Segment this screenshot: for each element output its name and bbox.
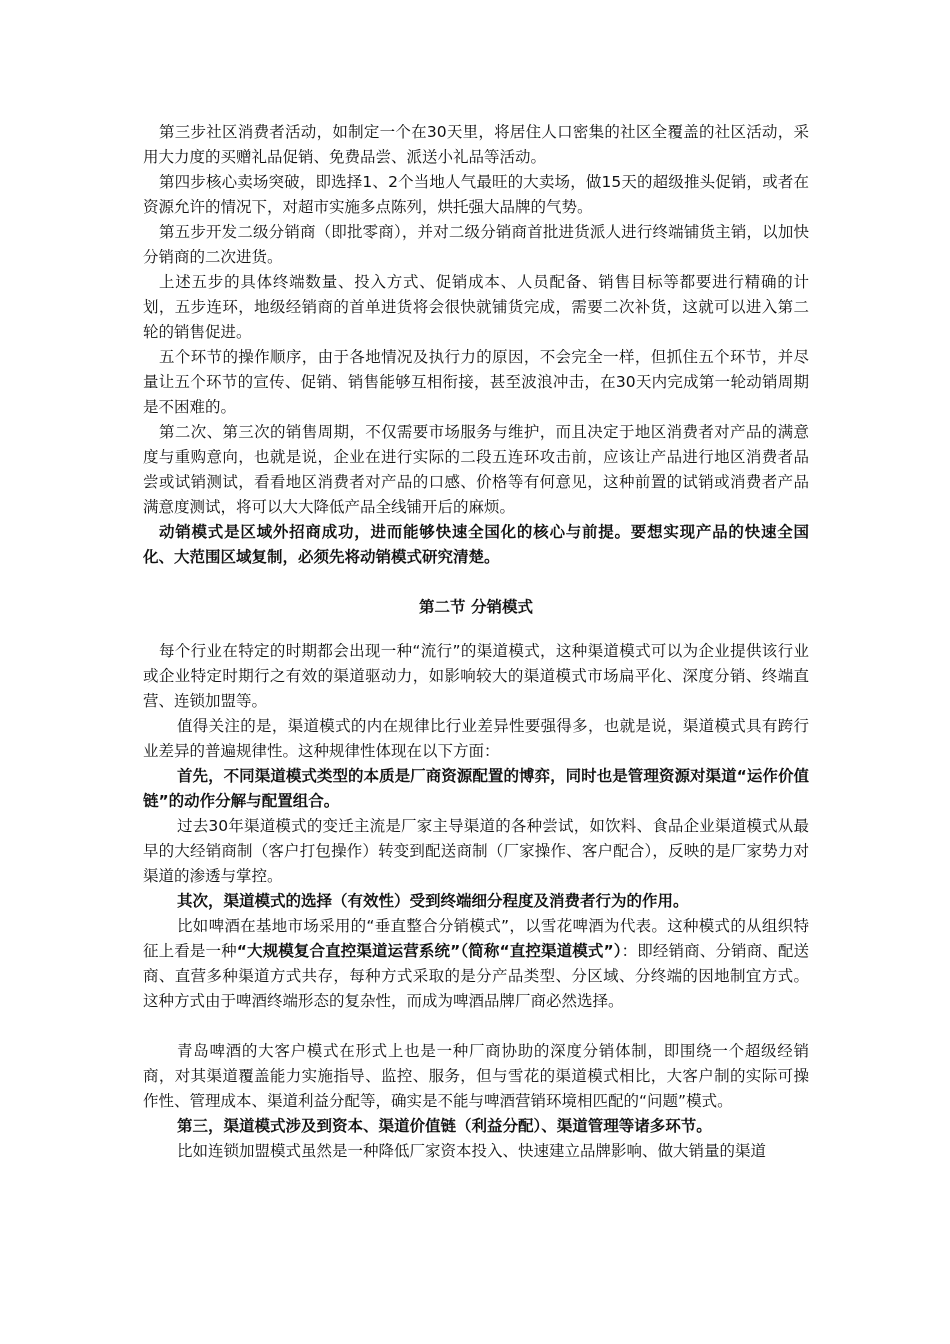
blank-line bbox=[143, 1014, 809, 1039]
paragraph-step4: 第四步核心卖场突破，即选择1、2个当地人气最旺的大卖场，做15天的超级推头促销，或者在资源允许的情况下，对超市实施多点陈列，烘托强大品牌的气势。 bbox=[143, 173, 809, 216]
paragraph-rule: 值得关注的是，渠道模式的内在规律比行业差异性要强得多，也就是说，渠道模式具有跨行业差异的普遍规律性。这种规律性体现在以下方面： bbox=[143, 717, 809, 760]
paragraph-intro: 每个行业在特定的时期都会出现一种“流行”的渠道模式，这种渠道模式可以为企业提供该行业或企业特定时期行之有效的渠道驱动力，如影响较大的渠道模式市场扁平化、深度分销、终端直营、连锁加盟等。 bbox=[143, 642, 809, 710]
paragraph-bold-conclusion: 动销模式是区域外招商成功，进而能够快速全国化的核心与前提。要想实现产品的快速全国化、大范围区域复制，必须先将动销模式研究清楚。 bbox=[143, 523, 809, 566]
paragraph-five-steps: 上述五步的具体终端数量、投入方式、促销成本、人员配备、销售目标等都要进行精确的计划，五步连环，地级经销商的首单进货将会很快就铺货完成，需要二次补货，这就可以进入第二轮的销售促进。 bbox=[143, 273, 809, 341]
paragraph-beer bbox=[143, 914, 809, 1014]
paragraph-bold-first: 首先，不同渠道模式类型的本质是厂商资源配置的博弈，同时也是管理资源对渠道“运作价值链”的动作分解与配置组合。 bbox=[143, 767, 809, 810]
paragraph-past: 过去30年渠道模式的变迁主流是厂家主导渠道的各种尝试，如饮料、食品企业渠道模式从最早的大经销商制（客户打包操作）转变到配送商制（厂家操作、客户配合），反映的是厂家势力对渠道的渗透与掌控。 bbox=[143, 817, 809, 885]
paragraph-step3: 第三步社区消费者活动，如制定一个在30天里，将居住人口密集的社区全覆盖的社区活动，采用大力度的买赠礼品促销、免费品尝、派送小礼品等活动。 bbox=[143, 123, 809, 166]
paragraph-chain: 比如连锁加盟模式虽然是一种降低厂家资本投入、快速建立品牌影响、做大销量的渠道 bbox=[177, 1142, 767, 1160]
beer-text-before: 比如啤酒在基地市场采用的“垂直整合分销模式”，以雪花啤酒为代表。这种模式的从组织特征上看是一种 bbox=[143, 917, 809, 960]
beer-text-bold: “大规模复合直控渠道运营系统”（简称“直控渠道模式”） bbox=[236, 942, 622, 960]
document-page bbox=[143, 120, 809, 1164]
paragraph-step5: 第五步开发二级分销商（即批零商），并对二级分销商首批进货派人进行终端铺货主销，以加快分销商的二次进货。 bbox=[143, 223, 809, 266]
section-heading: 第二节 分销模式 bbox=[419, 598, 533, 616]
beer-text-after: ：即经销商、分销商、配送商、直营多种渠道方式共存，每种方式采取的是分产品类型、分区域、分终端的因地制宜方式。这种方式由于啤酒终端形态的复杂性，而成为啤酒品牌厂商必然选择。 bbox=[143, 942, 809, 1010]
paragraph-bold-third: 第三，渠道模式涉及到资本、渠道价值链（利益分配）、渠道管理等诸多环节。 bbox=[177, 1117, 712, 1135]
paragraph-sales-cycle: 第二次、第三次的销售周期，不仅需要市场服务与维护，而且决定于地区消费者对产品的满意度与重购意向，也就是说，企业在进行实际的二段五连环攻击前，应该让产品进行地区消费者品尝或试销测试，看看地区消费者对产品的口感、价格等有何意见，这种前置的试销或消费者产品满意度测试，将可以大大降低产品全线铺开后的麻烦。 bbox=[143, 423, 809, 516]
paragraph-five-links: 五个环节的操作顺序，由于各地情况及执行力的原因，不会完全一样，但抓住五个环节，并尽量让五个环节的宣传、促销、销售能够互相衔接，甚至波浪冲击，在30天内完成第一轮动销周期是不困难的。 bbox=[143, 348, 809, 416]
paragraph-qingdao: 青岛啤酒的大客户模式在形式上也是一种厂商协助的深度分销体制，即围绕一个超级经销商，对其渠道覆盖能力实施指导、监控、服务，但与雪花的渠道模式相比，大客户制的实际可操作性、管理成本、渠道利益分配等，确实是不能与啤酒营销环境相匹配的“问题”模式。 bbox=[143, 1042, 809, 1110]
paragraph-bold-second: 其次，渠道模式的选择（有效性）受到终端细分程度及消费者行为的作用。 bbox=[177, 892, 689, 910]
